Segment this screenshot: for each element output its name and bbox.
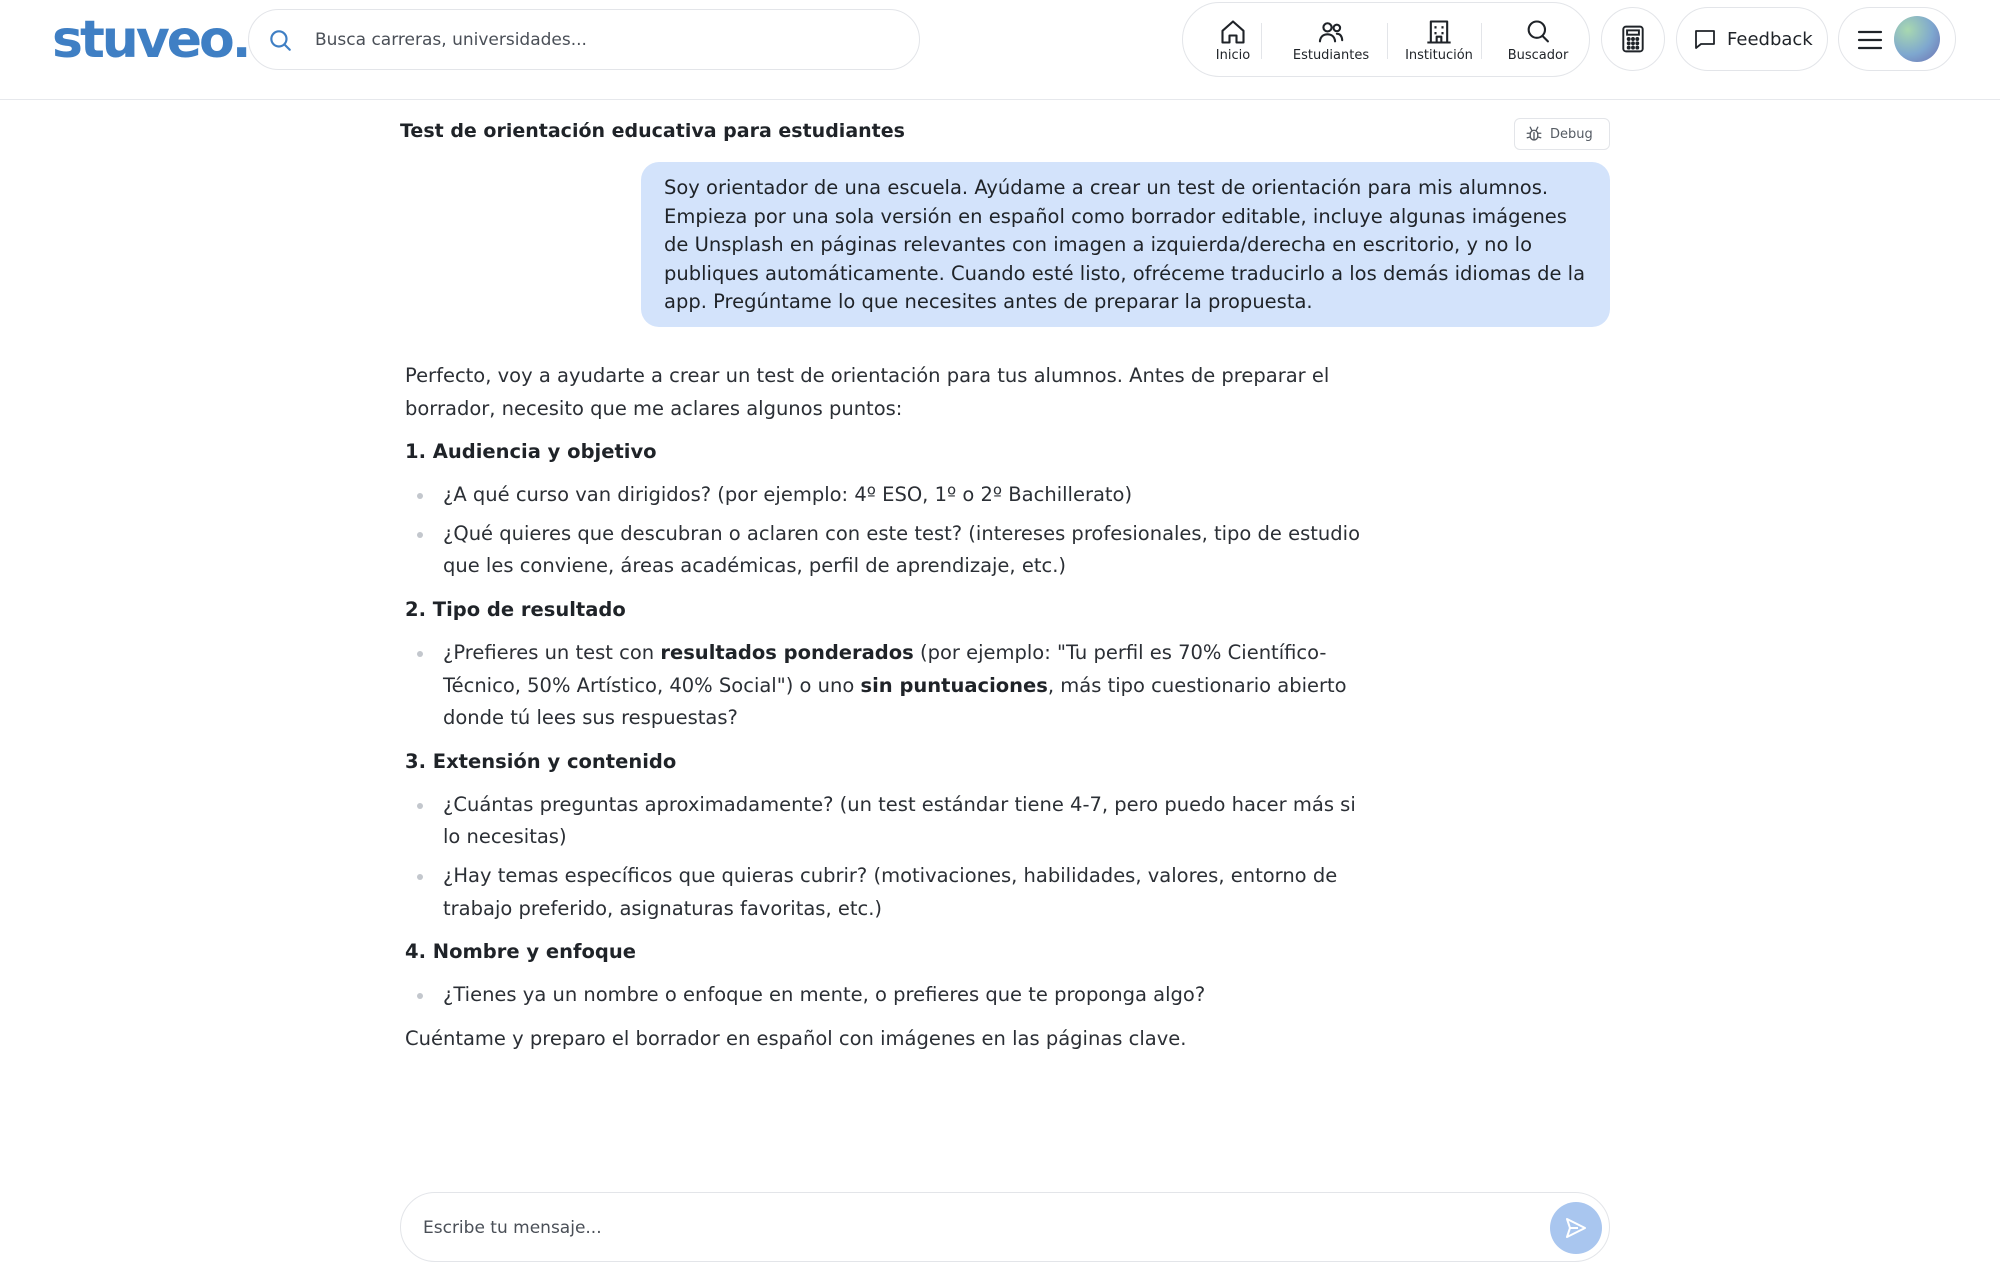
assistant-message xyxy=(405,360,1365,1066)
nav-buscador[interactable] xyxy=(1491,3,1585,78)
nav-inicio-label: Inicio xyxy=(1215,48,1251,63)
section-heading: 4. Nombre y enfoque xyxy=(405,940,636,964)
nav-institucion[interactable] xyxy=(1387,3,1491,78)
assistant-intro: Perfecto, voy a ayudarte a crear un test de orientación para tus alumnos. Antes de preparar el borrador, necesito que me aclares algunos puntos: xyxy=(405,364,1330,420)
stuveo-logo[interactable]: stuveo. xyxy=(52,10,249,70)
bold-text: resultados ponderados xyxy=(660,640,914,664)
search-icon xyxy=(267,27,293,53)
message-composer[interactable] xyxy=(400,1192,1610,1262)
nav-divider xyxy=(1261,23,1262,59)
hamburger-icon xyxy=(1857,28,1883,52)
list-item: ¿Cuántas preguntas aproximadamente? (un test estándar tiene 4-7, pero puedo hacer más si lo necesitas) xyxy=(405,789,1365,854)
nav-divider xyxy=(1481,23,1482,59)
top-header xyxy=(0,0,2000,100)
text-span: (por ejemplo: "Tu perfil es 70% Científico-Técnico, 50% Artístico, 40% Social") o uno xyxy=(443,640,1327,697)
list-item: ¿Hay temas específicos que quieras cubrir? (motivaciones, habilidades, valores, entorno de trabajo preferido, asignaturas favoritas, etc.) xyxy=(405,860,1365,925)
building-icon xyxy=(1425,18,1453,46)
home-icon xyxy=(1219,18,1247,46)
section-heading: 1. Audiencia y objetivo xyxy=(405,440,657,464)
bug-icon xyxy=(1525,125,1543,143)
nav-buscador-label: Buscador xyxy=(1507,48,1569,63)
section-heading: 3. Extensión y contenido xyxy=(405,749,677,773)
message-input[interactable] xyxy=(423,1212,1523,1244)
main-nav xyxy=(1182,2,1590,77)
list-item: ¿Tienes ya un nombre o enfoque en mente, o prefieres que te proponga algo? xyxy=(405,979,1365,1012)
section-heading: 2. Tipo de resultado xyxy=(405,597,626,621)
bullet-list xyxy=(405,979,1365,1012)
nav-institucion-label: Institución xyxy=(1405,48,1473,63)
text-span: , más tipo cuestionario abierto donde tú lees sus respuestas? xyxy=(443,673,1347,730)
user-message-bubble: Soy orientador de una escuela. Ayúdame a crear un test de orientación para mis alumnos. Empieza por una sola versión en español como borrador editable, incluye algunas imágenes de Unsplash en páginas relevantes con imagen a izquierda/derecha en escritorio, y no lo publiques automáticamente. Cuando esté listo, ofréceme traducirlo a los demás idiomas de la app. Pregúntame lo que necesites antes de preparar la propuesta. xyxy=(641,162,1610,327)
assistant-outro: Cuéntame y preparo el borrador en español con imágenes en las páginas clave. xyxy=(405,1026,1187,1050)
nav-estudiantes[interactable] xyxy=(1275,3,1387,78)
bold-text: sin puntuaciones xyxy=(860,673,1048,697)
nav-inicio[interactable] xyxy=(1191,3,1275,78)
bullet-list xyxy=(405,479,1365,583)
search-bar[interactable] xyxy=(248,9,920,70)
debug-button[interactable] xyxy=(1514,118,1610,150)
list-item: ¿Qué quieres que descubran o aclaren con este test? (intereses profesionales, tipo de estudio que les conviene, áreas académicas, perfil de aprendizaje, etc.) xyxy=(405,518,1365,583)
list-item: ¿A qué curso van dirigidos? (por ejemplo: 4º ESO, 1º o 2º Bachillerato) xyxy=(405,479,1365,512)
send-icon xyxy=(1564,1216,1588,1240)
list-item xyxy=(405,637,1365,735)
bullet-list xyxy=(405,637,1365,735)
users-icon xyxy=(1317,18,1345,46)
avatar[interactable] xyxy=(1894,16,1940,62)
calculator-icon xyxy=(1620,25,1646,53)
feedback-label: Feedback xyxy=(1727,28,1813,50)
user-menu[interactable] xyxy=(1838,7,1956,71)
search-icon xyxy=(1524,18,1552,46)
nav-estudiantes-label: Estudiantes xyxy=(1292,48,1370,63)
text-span: ¿Prefieres un test con xyxy=(443,640,661,664)
search-input[interactable] xyxy=(315,24,895,56)
debug-label: Debug xyxy=(1550,126,1593,142)
bullet-list xyxy=(405,789,1365,925)
feedback-button[interactable] xyxy=(1676,7,1828,71)
chat-bubble-icon xyxy=(1693,27,1717,51)
send-button[interactable] xyxy=(1550,1202,1602,1254)
calculator-button[interactable] xyxy=(1601,7,1665,71)
conversation-title: Test de orientación educativa para estudiantes xyxy=(400,120,905,142)
